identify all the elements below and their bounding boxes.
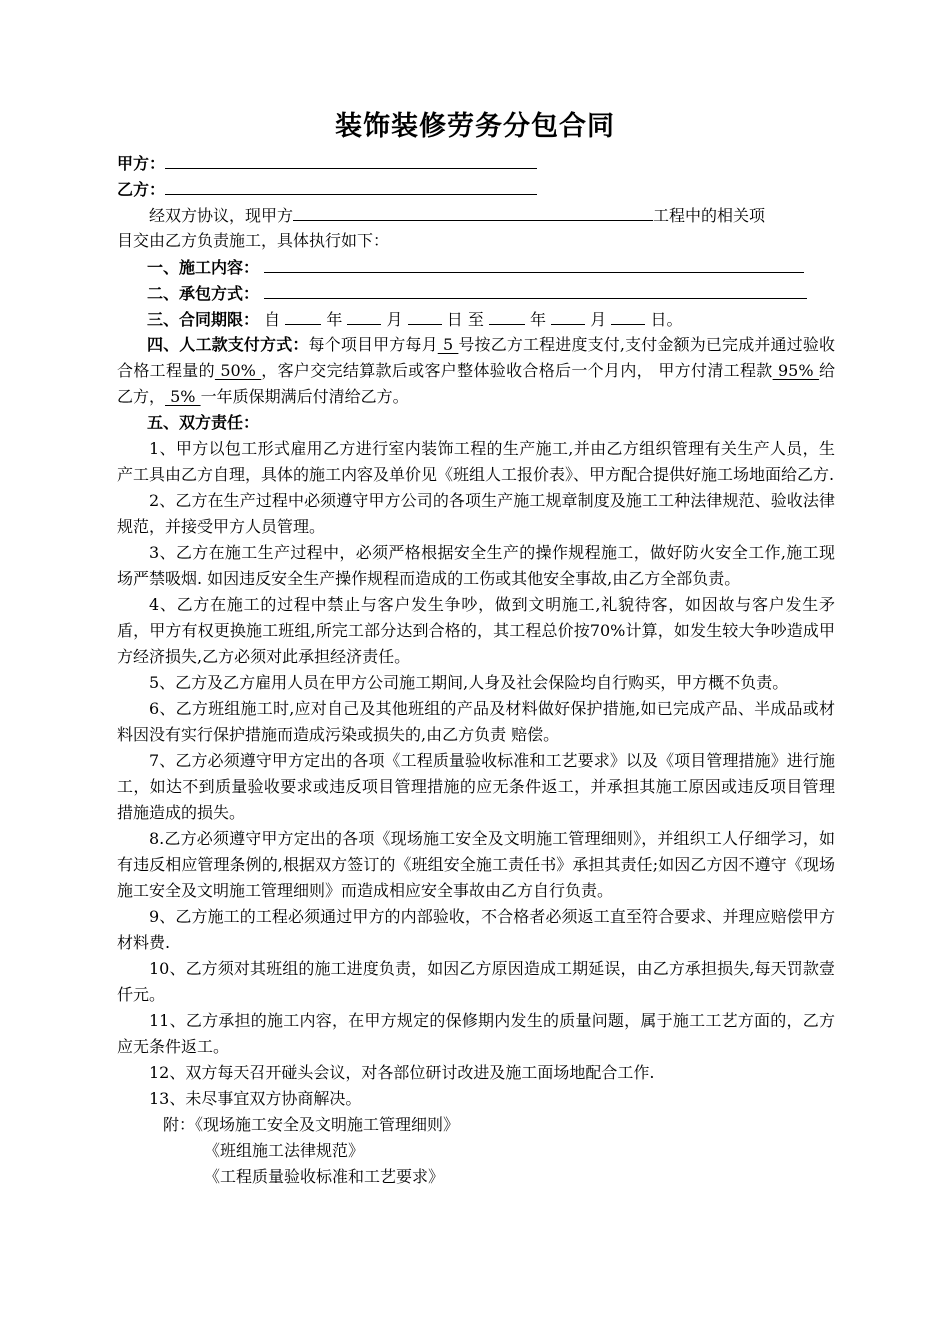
section-3-row: [117, 306, 835, 332]
section-1-row: [117, 254, 835, 280]
attachment-item: 《班组施工法律规范》: [204, 1141, 365, 1160]
s4-text-2: 号按乙方工程进度支付,支付金额为: [458, 335, 706, 354]
section-1-blank: [264, 254, 804, 273]
clause-item: 4、乙方在施工的过程中禁止与客户发生争吵，做到文明施工,礼貌待客，如因故与客户发生矛盾，甲方有权更换施工班组,所完工部分达到合格的，其工程总价按70%计算，如发生较大争吵造成甲方经济损失,乙方必须对此承担经济责任。: [117, 595, 835, 666]
intro-line-1: [117, 202, 835, 228]
month-label: 月: [386, 310, 403, 329]
clause-item: 9、乙方施工的工程必须通过甲方的内部验收，不合格者必须返工直至符合要求、并理应赔偿甲方材料费.: [117, 907, 835, 952]
section-2-row: [117, 280, 835, 306]
party-a-blank: [165, 150, 537, 169]
s4-text-3: 已完成并通过验收合格工程量的: [117, 335, 835, 380]
clause-item: 12、双方每天召开碰头会议，对各部位研讨改进及施工面场地配合工作.: [149, 1063, 655, 1082]
section-3-label: 三、合同期限：: [147, 310, 260, 329]
section-5-row: [117, 410, 835, 436]
attachment-item: 《工程质量验收标准和工艺要求》: [204, 1167, 445, 1186]
section-2-blank: [264, 280, 807, 299]
payment-day-value: 5: [437, 335, 459, 354]
end-month-blank: [551, 306, 585, 325]
year-label: 年: [326, 310, 343, 329]
clause-item: 7、乙方必须遵守甲方定出的各项《工程质量验收标准和工艺要求》以及《项目管理措施》进行施工，如达不到质量验收要求或违反项目管理措施的应无条件返工，并承担其施工原因或违反项目管理措施造成的损失。: [117, 751, 835, 822]
day-end-label: 日。: [650, 310, 683, 329]
intro-line-2: 目交由乙方负责施工，具体执行如下：: [117, 231, 390, 250]
clause-item: 1、甲方以包工形式雇用乙方进行室内装饰工程的生产施工,并由乙方组织管理有关生产人员，生产工具由乙方自理，具体的施工内容及单价见《班组人工报价表》、甲方配合提供好施工场地面给乙方.: [117, 439, 835, 484]
end-day-blank: [611, 306, 645, 325]
party-b-blank: [165, 176, 537, 195]
intro-suffix: 工程中的相关项: [653, 206, 766, 225]
final-payment-percent-value: 95%: [772, 361, 819, 380]
party-b-row: [117, 176, 835, 202]
clause-list: [117, 436, 835, 1112]
contract-body: [117, 150, 835, 1190]
s4-text-4: ，客户交完结算款后或客户整体验收合格后一个: [261, 361, 604, 380]
clause-item: 6、乙方班组施工时,应对自己及其他班组的产品及材料做好保护措施,如已完成产品、半成品或材料因没有实行保护措施而造成污染或损失的,由乙方负责 赔偿。: [117, 699, 835, 744]
from-label: 自: [264, 310, 281, 329]
clause-item: 5、乙方及乙方雇用人员在甲方公司施工期间,人身及社会保险均自行购买，甲方概不负责。: [149, 673, 789, 692]
start-month-blank: [347, 306, 381, 325]
clause-item: 3、乙方在施工生产过程中，必须严格根据安全生产的操作规程施工，做好防火安全工作,施工现场严禁吸烟. 如因违反安全生产操作规程而造成的工伤或其他安全事故,由乙方全部负责。: [117, 543, 835, 588]
start-year-blank: [285, 306, 321, 325]
retention-percent-value: 5%: [165, 387, 201, 406]
clause-item: 2、乙方在生产过程中必须遵守甲方公司的各项生产施工规章制度及施工工种法律规范、验收法律规范，并接受甲方人员管理。: [117, 491, 835, 536]
clause-item: 11、乙方承担的施工内容，在甲方规定的保修期内发生的质量问题，属于施工工艺方面的，乙方应无条件返工。: [117, 1011, 835, 1056]
party-a-label: 甲方：: [117, 154, 166, 173]
s4-text-7: 一年质保期满后付清给乙方。: [200, 387, 409, 406]
attachments: [117, 1112, 835, 1190]
completed-percent-value: 50%: [214, 361, 262, 380]
party-b-label: 乙方：: [117, 180, 166, 199]
end-year-blank: [489, 306, 525, 325]
section-2-label: 二、承包方式：: [147, 284, 260, 303]
day-label: 日: [446, 310, 463, 329]
attachments-label: 附：: [163, 1115, 196, 1134]
section-4-paragraph: [117, 332, 835, 410]
s4-text-1: 每个项目甲方每月: [308, 335, 438, 354]
year-label-end: 年: [530, 310, 547, 329]
clause-item: 13、未尽事宜双方协商解决。: [149, 1089, 362, 1108]
section-4-label: 四、人工款支付方式：: [147, 335, 309, 354]
attachment-row: [117, 1112, 835, 1138]
to-label: 至: [467, 310, 484, 329]
page-title: 装饰装修劳务分包合同: [335, 111, 615, 142]
s4-text-5: 月内， 甲方付清工程款: [604, 361, 773, 380]
section-5-label: 五、双方责任：: [147, 413, 260, 432]
clause-item: 10、乙方须对其班组的施工进度负责，如因乙方原因造成工期延误，由乙方承担损失,每天罚款壹仟元。: [117, 959, 835, 1004]
party-a-row: [117, 150, 835, 176]
s4-text-6: 给乙方，: [117, 361, 835, 406]
attachment-item: 《现场施工安全及文明施工管理细则》: [195, 1115, 460, 1134]
project-name-blank: [293, 202, 653, 221]
intro-prefix: 经双方协议，现甲方: [149, 206, 294, 225]
section-1-label: 一、施工内容：: [147, 258, 260, 277]
month-label-end: 月: [590, 310, 607, 329]
clause-item: 8.乙方必须遵守甲方定出的各项《现场施工安全及文明施工管理细则》，并组织工人仔细学习，如有违反相应管理条例的,根据双方签订的《班组安全施工责任书》承担其责任;如因乙方因不遵守《现场施工安全及文明施工管理细则》而造成相应安全事故由乙方自行负责。: [117, 829, 835, 900]
start-day-blank: [408, 306, 442, 325]
